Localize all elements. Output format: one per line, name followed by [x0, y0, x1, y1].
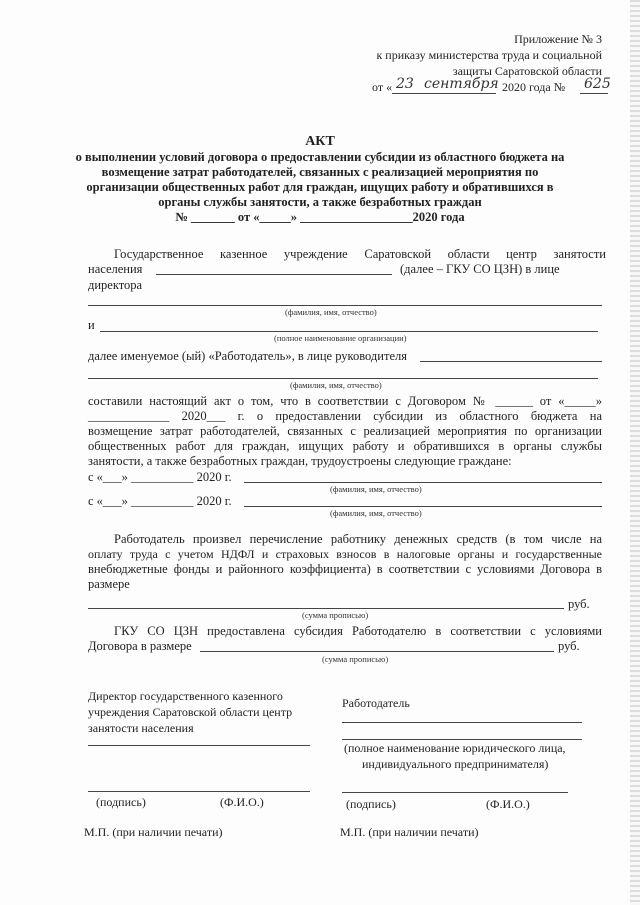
appendix-date-prefix: от « — [372, 80, 393, 94]
appendix-line-2: к приказу министерства труда и социальной — [376, 48, 602, 62]
employee-row-1-blank — [244, 482, 602, 483]
p3-line-1: составили настоящий акт о том, что в соответствии с Договором № ______ от «_____» — [88, 394, 602, 408]
p5-line-2: Договора в размере — [88, 639, 192, 653]
appendix-line-3: защиты Саратовской области — [452, 64, 602, 78]
appendix-line-1: Приложение № 3 — [514, 32, 602, 46]
sign-right-caption-2: индивидуального предпринимателя) — [362, 757, 549, 771]
sign-left-line-2: учреждения Саратовской области центр — [88, 705, 293, 719]
sign-right-blank-3 — [342, 792, 568, 793]
p4-line-1: Работодатель произвел перечисление работнику денежных средств (в том числе на — [114, 532, 602, 546]
rub-label-1: руб. — [568, 597, 590, 611]
p2-blank-1 — [420, 361, 602, 362]
sign-right-signature-caption: (подпись) — [346, 797, 396, 811]
caption-fio-4: (фамилия, имя, отчество) — [330, 508, 422, 518]
sign-left-line-1: Директор государственного казенного — [88, 689, 283, 703]
caption-fio-1: (фамилия, имя, отчество) — [285, 307, 377, 317]
p1-line-3: директора — [88, 278, 143, 292]
p3-line-2: _____________ 2020___ г. о предоставлении субсидии из областного бюджета на — [88, 409, 602, 423]
p3-line-5: занятости, а также безработных граждан, трудоустроены следующие граждане: — [88, 454, 512, 468]
sign-right-blank-1 — [342, 722, 582, 723]
appendix-date-day: 23 — [396, 76, 414, 92]
p4-line-4: размере — [88, 577, 130, 591]
p1-line-1: Государственное казенное учреждение Саратовской области центр занятости — [114, 247, 606, 261]
appendix-date-underline — [392, 93, 496, 94]
appendix-order-number: 625 — [584, 76, 611, 92]
sign-right-blank-2 — [342, 739, 582, 740]
appendix-date-month: сентября — [424, 76, 499, 92]
sign-right-title: Работодатель — [342, 696, 410, 710]
act-heading-line-1: о выполнении условий договора о предоставлении субсидии из областного бюджета на — [75, 150, 565, 164]
caption-sum-1: (сумма прописью) — [302, 610, 369, 620]
appendix-order-underline — [580, 93, 608, 94]
p1-blank-1 — [156, 274, 392, 275]
sign-left-fio-caption: (Ф.И.О.) — [220, 795, 264, 809]
act-heading-line-4: органы службы занятости, а также безработных граждан — [158, 195, 482, 209]
act-title: АКТ — [305, 134, 335, 149]
sign-left-line-3: занятости населения — [88, 721, 194, 735]
p4-line-2: оплату труда с учетом НДФЛ и страховых взносов в налоговые органы и государственные — [88, 547, 602, 561]
sign-right-fio-caption: (Ф.И.О.) — [486, 797, 530, 811]
sign-left-stamp: М.П. (при наличии печати) — [84, 825, 223, 839]
sign-left-blank-2 — [88, 791, 310, 792]
employee-row-1-date: с «___» __________ 2020 г. — [88, 470, 232, 484]
org-blank — [100, 331, 598, 332]
act-heading-line-2: возмещение затрат работодателей, связанных с реализацией мероприятия по — [101, 165, 539, 179]
rub-label-2: руб. — [558, 639, 580, 653]
caption-sum-2: (сумма прописью) — [322, 654, 389, 664]
caption-org: (полное наименование организации) — [274, 333, 407, 343]
p1-blank-fio — [88, 305, 602, 306]
act-heading-line-3: организации общественных работ для граждан, ищущих работу и обратившихся в — [86, 180, 554, 194]
p1-line-2-start: населения — [88, 262, 143, 276]
employee-row-2-date: с «___» __________ 2020 г. — [88, 494, 232, 508]
p2-blank-2 — [88, 378, 598, 379]
p3-line-3: возмещение затрат работодателей, связанных с реализацией мероприятия по организации — [88, 424, 602, 438]
sum-blank-1 — [88, 608, 564, 609]
p3-line-4: общественных работ для граждан, ищущих работу и обратившихся в органы службы — [88, 439, 602, 453]
scan-edge — [630, 0, 640, 905]
sign-right-stamp: М.П. (при наличии печати) — [340, 825, 479, 839]
sign-right-caption-1: (полное наименование юридического лица, — [344, 741, 566, 755]
p2-text: далее именуемое (ый) «Работодатель», в лице руководителя — [88, 349, 407, 363]
caption-fio-3: (фамилия, имя, отчество) — [330, 484, 422, 494]
sign-left-signature-caption: (подпись) — [96, 795, 146, 809]
sign-left-blank-1 — [88, 745, 310, 746]
appendix-date-suffix: 2020 года № — [502, 80, 566, 94]
sum-blank-2 — [200, 651, 554, 652]
act-heading-line-5: № _______ от «_____» __________________2020 года — [175, 210, 465, 224]
caption-fio-2: (фамилия, имя, отчество) — [290, 380, 382, 390]
and-word: и — [88, 318, 95, 332]
employee-row-2-blank — [244, 506, 602, 507]
p5-line-1: ГКУ СО ЦЗН предоставлена субсидия Работодателю в соответствии с условиями — [114, 624, 602, 638]
p1-line-2-end: (далее – ГКУ СО ЦЗН) в лице — [400, 262, 560, 276]
p4-line-3: внебюджетные фонды и районного коэффициента) в соответствии с условиями Договора в — [88, 562, 602, 576]
